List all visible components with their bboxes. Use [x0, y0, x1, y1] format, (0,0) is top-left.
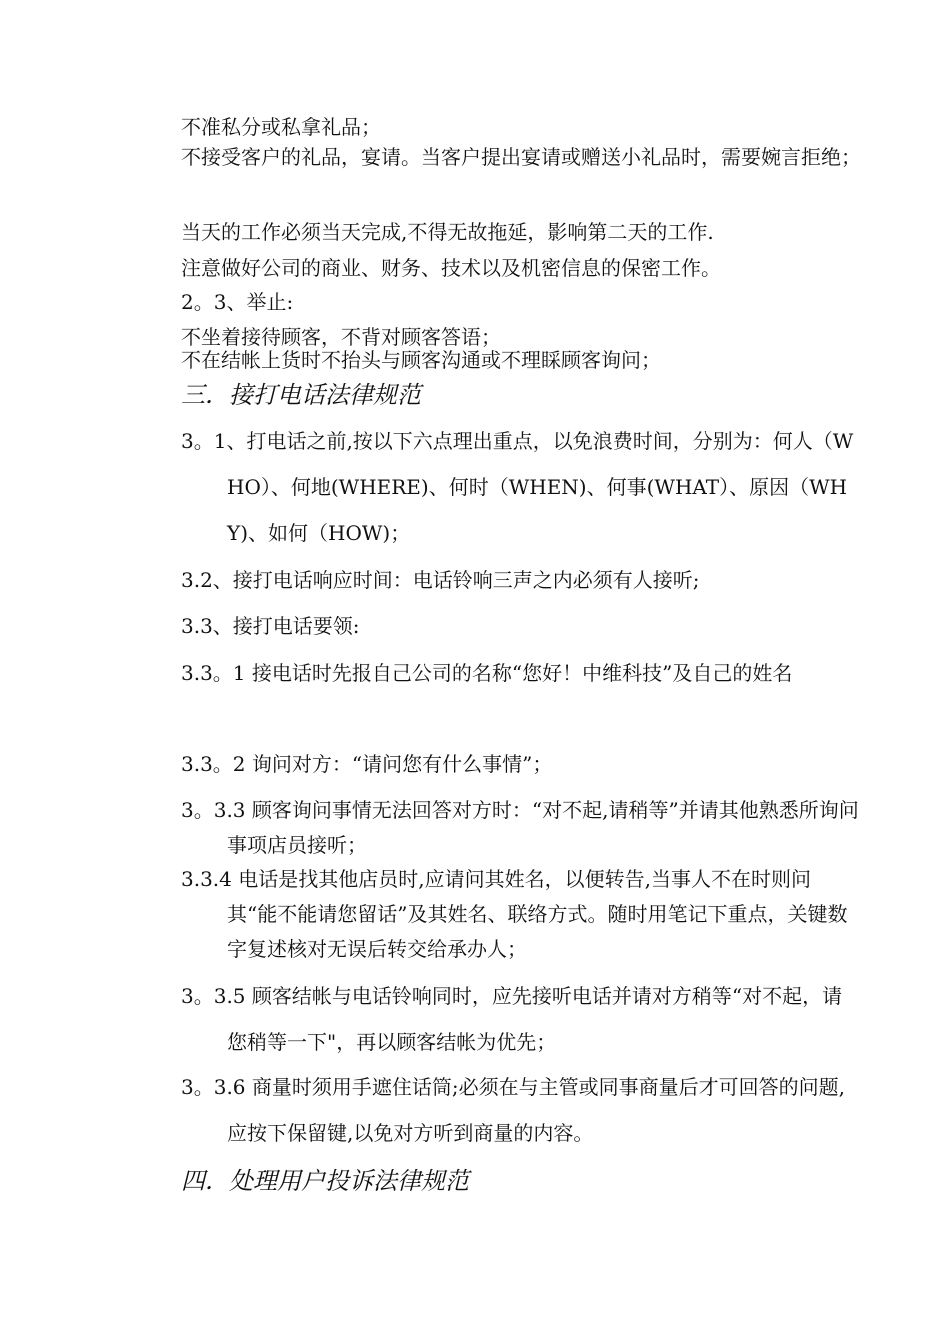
- para-3-3-3: 3。3.3 顾客询问事情无法回答对方时：“对不起,请稍等”并请其他熟悉所询问事项店员接听；: [181, 798, 859, 857]
- rule-communicate: 不在结帐上货时不抬头与顾客沟通或不理睬顾客询问；: [181, 348, 661, 372]
- para-3-3-6: 3。3.6 商量时须用手遮住话筒;必须在与主管或同事商量后才可回答的问题,应按下保留键,以免对方听到商量的内容。: [181, 1075, 845, 1145]
- heading-section-3: 三．接打电话法律规范: [181, 381, 421, 409]
- heading-section-4: 四．处理用户投诉法律规范: [181, 1167, 469, 1195]
- rule-no-private-gifts: 不准私分或私拿礼品；: [181, 115, 381, 139]
- para-3-1: 3。1、打电话之前,按以下六点理出重点，以免浪费时间，分别为：何人（WHO）、何地(WHERE)、何时（WHEN)、何事(WHAT）、原因（WHY)、如何（HOW)；: [181, 429, 854, 545]
- para-3-3-1: 3.3。1 接电话时先报自己公司的名称“您好！中维科技”及自己的姓名: [181, 661, 793, 685]
- para-3-3-2: 3.3。2 询问对方：“请问您有什么事情”；: [181, 752, 553, 776]
- section-2-3-title: 2。3、举止:: [181, 290, 294, 314]
- para-3-3-5: 3。3.5 顾客结帐与电话铃响同时，应先接听电话并请对方稍等“对不起，请您稍等一下"，再以顾客结帐为优先；: [181, 984, 843, 1054]
- rule-confidentiality: 注意做好公司的商业、财务、技术以及机密信息的保密工作。: [181, 256, 721, 280]
- rule-finish-work: 当天的工作必须当天完成,不得无故拖延，影响第二天的工作.: [181, 220, 714, 244]
- rule-decline-gifts: 不接受客户的礼品，宴请。当客户提出宴请或赠送小礼品时，需要婉言拒绝；: [181, 145, 861, 169]
- rule-no-sitting: 不坐着接待顾客，不背对顾客答语；: [181, 325, 501, 349]
- para-3-3: 3.3、接打电话要领:: [181, 614, 360, 638]
- para-3-2: 3.2、接打电话响应时间：电话铃响三声之内必须有人接听;: [181, 568, 700, 592]
- para-3-3-4: 3.3.4 电话是找其他店员时,应请问其姓名，以便转告,当事人不在时则问其“能不能请您留话”及其姓名、联络方式。随时用笔记下重点，关键数字复述核对无误后转交给承办人；: [181, 867, 848, 961]
